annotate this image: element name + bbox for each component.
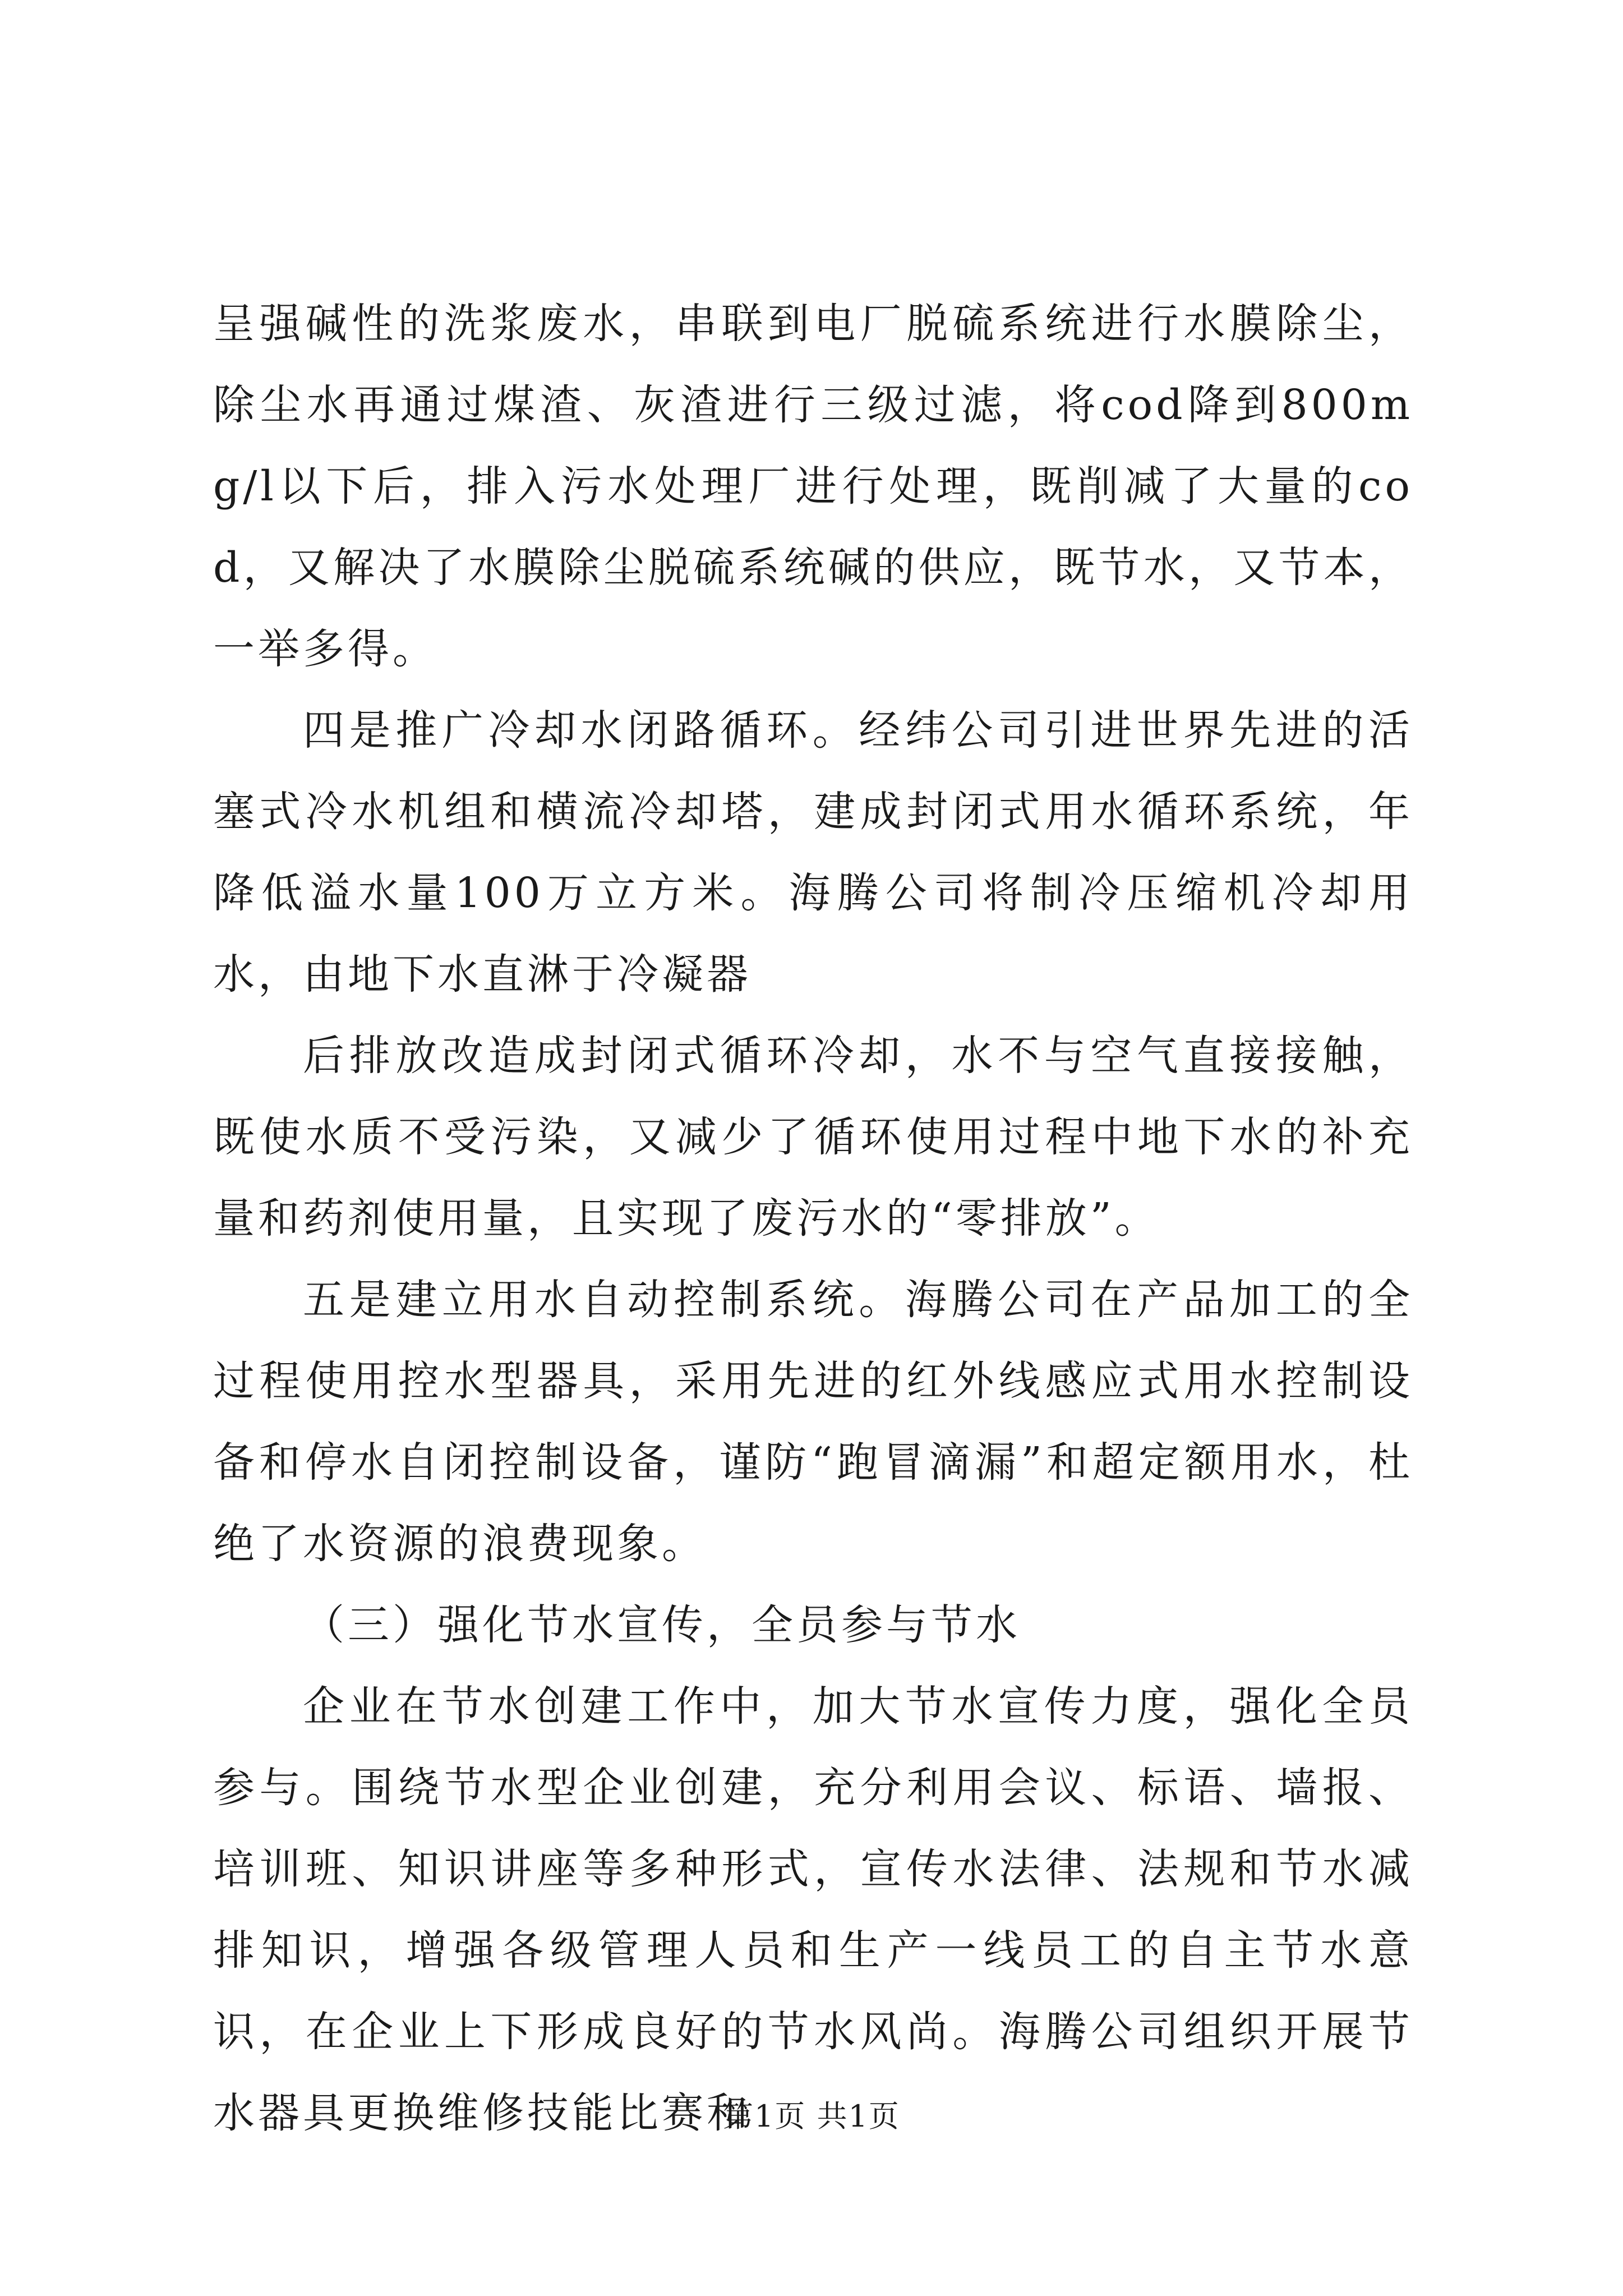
document-body	[213, 283, 1413, 2154]
page-footer: 第1页 共1页	[723, 2099, 900, 2134]
paragraph-wastewater-continued: 呈强碱性的洗浆废水，串联到电厂脱硫系统进行水膜除尘，除尘水再通过煤渣、灰渣进行三级过滤，将cod降到800mg/l以下后，排入污水处理厂进行处理，既削减了大量的cod，又解决了水膜除尘脱硫系统碱的供应，既节水，又节本，一举多得。	[213, 300, 1413, 673]
section-heading: （三）强化节水宣传，全员参与节水	[303, 1601, 1021, 1649]
paragraph-water-saving-publicity: 企业在节水创建工作中，加大节水宣传力度，强化全员参与。围绕节水型企业创建，充分利用会议、标语、墙报、培训班、知识讲座等多种形式，宣传水法律、法规和节水减排知识，增强各级管理人员和生产一线员工的自主节水意识，在企业上下形成良好的节水风尚。海腾公司组织开展节水器具更换维修技能比赛和	[213, 1682, 1413, 2137]
paragraph-cooling-water-loop: 四是推广冷却水闭路循环。经纬公司引进世界先进的活塞式冷水机组和横流冷却塔，建成封闭式用水循环系统，年降低溢水量100万立方米。海腾公司将制冷压缩机冷却用水，由地下水直淋于冷凝器	[213, 706, 1413, 999]
paragraph-auto-control-system: 五是建立用水自动控制系统。海腾公司在产品加工的全过程使用控水型器具，采用先进的红外线感应式用水控制设备和停水自闭控制设备，谨防“跑冒滴漏”和超定额用水，杜绝了水资源的浪费现象。	[213, 1276, 1413, 1568]
paragraph-closed-circulation: 后排放改造成封闭式循环冷却，水不与空气直接接触，既使水质不受污染，又减少了循环使用过程中地下水的补充量和药剂使用量，且实现了废污水的“零排放”。	[213, 1032, 1413, 1243]
